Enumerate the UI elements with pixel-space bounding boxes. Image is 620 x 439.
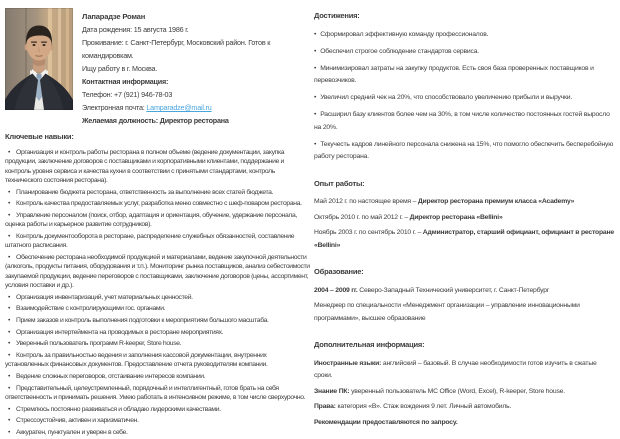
skill-item [5, 328, 311, 337]
bullet-icon: • [8, 232, 11, 240]
bullet-icon: • [8, 351, 11, 359]
skill-item [5, 316, 311, 325]
bullet-icon: • [8, 417, 11, 425]
bullet-icon: • [314, 94, 317, 101]
bullet-icon: • [314, 140, 317, 148]
achievement-item [314, 139, 615, 164]
recommendations-line: Рекомендации предоставляются по запросу. [314, 418, 458, 426]
bullet-icon: • [314, 64, 317, 72]
skill-text: Организация и контроль работы ресторана в полном объеме (ведение документации, закупка продукции, заключение договоров с поставщиками и корпоративными клиентами, поддержание и контроль уровня сервиса и качества кухни в соответствии с принятыми стандартами, контроль технического состояния ресторана). [5, 149, 285, 184]
skill-text: Организация инвентаризаций, учет материальных ценностей. [16, 293, 193, 301]
skill-item [5, 188, 311, 197]
education-item [314, 285, 615, 298]
skill-text: Планирование бюджета ресторана, ответственность за выполнение всех статей бюджета. [16, 188, 274, 196]
experience-title: Опыт работы: [314, 178, 365, 188]
bullet-icon: • [8, 384, 11, 392]
additional-info-label: Знание ПК: [314, 387, 350, 395]
bullet-icon: • [8, 405, 11, 413]
left-column [5, 8, 311, 439]
skill-text: Организация интертеймента на проводимых в ресторане мероприятиях. [16, 328, 224, 336]
experience-item [314, 227, 615, 252]
experience-position: Директор ресторана «Bellini» [409, 213, 503, 221]
bullet-icon: • [8, 372, 11, 380]
experience-position: Директор ресторана премиум класса «Academy» [417, 198, 575, 205]
skill-item [5, 405, 311, 414]
skill-item [5, 304, 311, 313]
skill-text: Контроль качества предоставляемых услуг, разработка меню совместно с шеф-поваром ресторана. [16, 200, 302, 208]
job-search-city-line: Ищу работу в г. Москва. [82, 64, 158, 73]
skill-text: Аккуратен, пунктуален и уверен в себе. [16, 428, 128, 436]
bullet-icon: • [8, 149, 11, 156]
skill-text: Контроль документооборота в ресторане, распределение служебных обязанностей, составление штатного расписания. [5, 232, 295, 250]
achievement-item [314, 109, 615, 134]
experience-period: Ноябрь 2003 г. по сентябрь 2010 г. – [314, 229, 423, 236]
education-university: Северо-Западный Технический университет, г. Санкт-Петербург [357, 286, 550, 294]
additional-info-item [314, 386, 615, 399]
phone-line: Телефон: +7 (921) 946-78-03 [82, 90, 173, 99]
additional-info-label: Права: [314, 403, 336, 410]
skill-item [5, 199, 311, 208]
bullet-icon: • [8, 340, 11, 348]
education-years: 2004 – 2009 гг. [314, 286, 358, 294]
bullet-icon: • [314, 47, 317, 55]
portrait-photo-illustration [5, 8, 73, 110]
skill-text: Стрессоустойчив, активен и харизматичен. [16, 417, 139, 425]
skill-item [5, 293, 311, 302]
key-skills-title: Ключевые навыки: [5, 132, 74, 141]
experience-item [314, 212, 615, 225]
additional-info-label: Иностранные языки: [314, 359, 382, 367]
right-column [314, 10, 615, 432]
skill-text: Контроль за правильностью ведения и заполнения кассовой документации, внутренних установленных финансовых документов. Предоставление отчета руководителям компании. [5, 351, 268, 369]
experience-period: Май 2012 г. по настоящее время – [314, 198, 418, 205]
skill-text: Прием заказов и контроль выполнения подготовки к мероприятиям большого масштаба. [16, 316, 269, 324]
experience-item [314, 196, 615, 209]
bullet-icon: • [314, 111, 317, 118]
contact-info-title: Контактная информация: [82, 77, 169, 86]
bullet-icon: • [314, 30, 317, 38]
skill-item [5, 416, 311, 425]
skill-text: Представительный, целеустремленный, порядочный и интеллигентный, готов брать на себя ответственность и принимать решения. Умею работать в интенсивном режиме, в том числе сверхурочно. [5, 384, 306, 401]
achievement-text: Увеличил средний чек на 20%, что способствовало увеличению прибыли и выручки. [320, 94, 573, 101]
desired-position-line: Желаемая должность: Директор ресторана [82, 116, 229, 125]
bullet-icon: • [8, 200, 11, 208]
achievement-text: Обеспечил строгое соблюдение стандартов сервиса. [320, 47, 479, 55]
achievement-item [314, 29, 615, 42]
bullet-icon: • [8, 211, 11, 219]
additional-info-text: категория «В». Стаж вождения 9 лет. Личный автомобиль. [335, 403, 512, 410]
achievement-text: Минимизировал затраты на закупку продуктов. Есть своя база проверенных поставщиков и перевозчиков. [314, 64, 594, 84]
residence-line: Проживание: г. Санкт-Петербург, Московский район. Готов к командировкам. [82, 38, 271, 60]
portrait-photo [5, 8, 73, 110]
email-line [82, 101, 311, 114]
skill-text: Обеспечение ресторана необходимой продукцией и материалами, ведение закупочной деятельности (алкоголь, продукты питания, оборудования и т.п.). Мониторинг рынка поставщиков, анализ себестоимости закупаемой продукции, ведение переговоров с поставщиками, заключение договоров (цены, ассортимент, условия поставки и др.). [5, 253, 310, 289]
skill-item [5, 148, 311, 185]
bullet-icon: • [8, 188, 11, 196]
skill-item [5, 211, 311, 230]
skill-text: Стремлюсь постоянно развиваться и обладаю лидерскими качествами. [16, 405, 221, 413]
achievement-text: Расширил базу клиентов более чем на 30%, в том числе количество постоянных гостей выросло на 20%. [314, 111, 610, 131]
skill-item [5, 339, 311, 348]
skill-item [5, 351, 311, 370]
person-name: Лапарадзе Роман [82, 12, 146, 21]
bullet-icon: • [8, 316, 11, 324]
skill-item [5, 232, 311, 251]
achievement-text: Сформировал эффективную команду профессионалов. [320, 30, 489, 38]
skill-text: Уверенный пользователь программ R-keeper, Store house. [16, 340, 182, 348]
skill-text: Управление персоналом (поиск, отбор, адаптация и ориентация, обучение, удержание персонала, оценка работы и карьерное развитие сотрудников). [5, 211, 297, 229]
achievement-text: Текучесть кадров линейного персонала снижена на 15%, что помогло обеспечить бесперебойную работу ресторана. [314, 140, 614, 160]
experience-position: Администратор, старший официант, официант в ресторане «Bellini» [314, 229, 614, 249]
email-label: Электронная почта: [82, 103, 145, 112]
skill-item [5, 384, 311, 403]
skill-text: Взаимодействие с контролирующими гос. органами. [16, 305, 166, 313]
additional-info-item [314, 358, 615, 383]
bullet-icon: • [8, 305, 11, 313]
education-title: Образование: [314, 267, 364, 276]
education-degree: Менеджер по специальности «Менеджмент организации – управление инновационными программами», высшее образование [314, 302, 580, 322]
skill-item [5, 253, 311, 290]
personal-header [5, 8, 311, 127]
skill-item [5, 428, 311, 437]
bullet-icon: • [8, 428, 11, 436]
achievement-item [314, 46, 615, 59]
additional-info-text: уверенный пользователь MC Office (Word, Excel), R-keeper, Store house. [349, 387, 565, 395]
additional-info-title: Дополнительная информация: [314, 340, 425, 349]
achievement-item [314, 92, 615, 105]
personal-info [82, 8, 311, 127]
bullet-icon: • [8, 253, 11, 261]
experience-period: Октябрь 2010 г. по май 2012 г. – [314, 213, 410, 221]
bullet-icon: • [8, 328, 11, 336]
birth-date-line: Дата рождения: 15 августа 1986 г. [82, 25, 189, 34]
skill-item [5, 372, 311, 381]
additional-info-text: английский – базовый. В случае необходимости готов изучить в сжатые сроки. [314, 359, 597, 379]
skill-text: Ведение сложных переговоров, отстаивание интересов компании. [16, 372, 206, 380]
email-link[interactable]: Lamparadze@mail.ru [146, 103, 212, 112]
achievements-title: Достижения: [314, 11, 360, 20]
additional-info-item [314, 401, 615, 414]
achievement-item [314, 63, 615, 88]
bullet-icon: • [8, 293, 11, 301]
